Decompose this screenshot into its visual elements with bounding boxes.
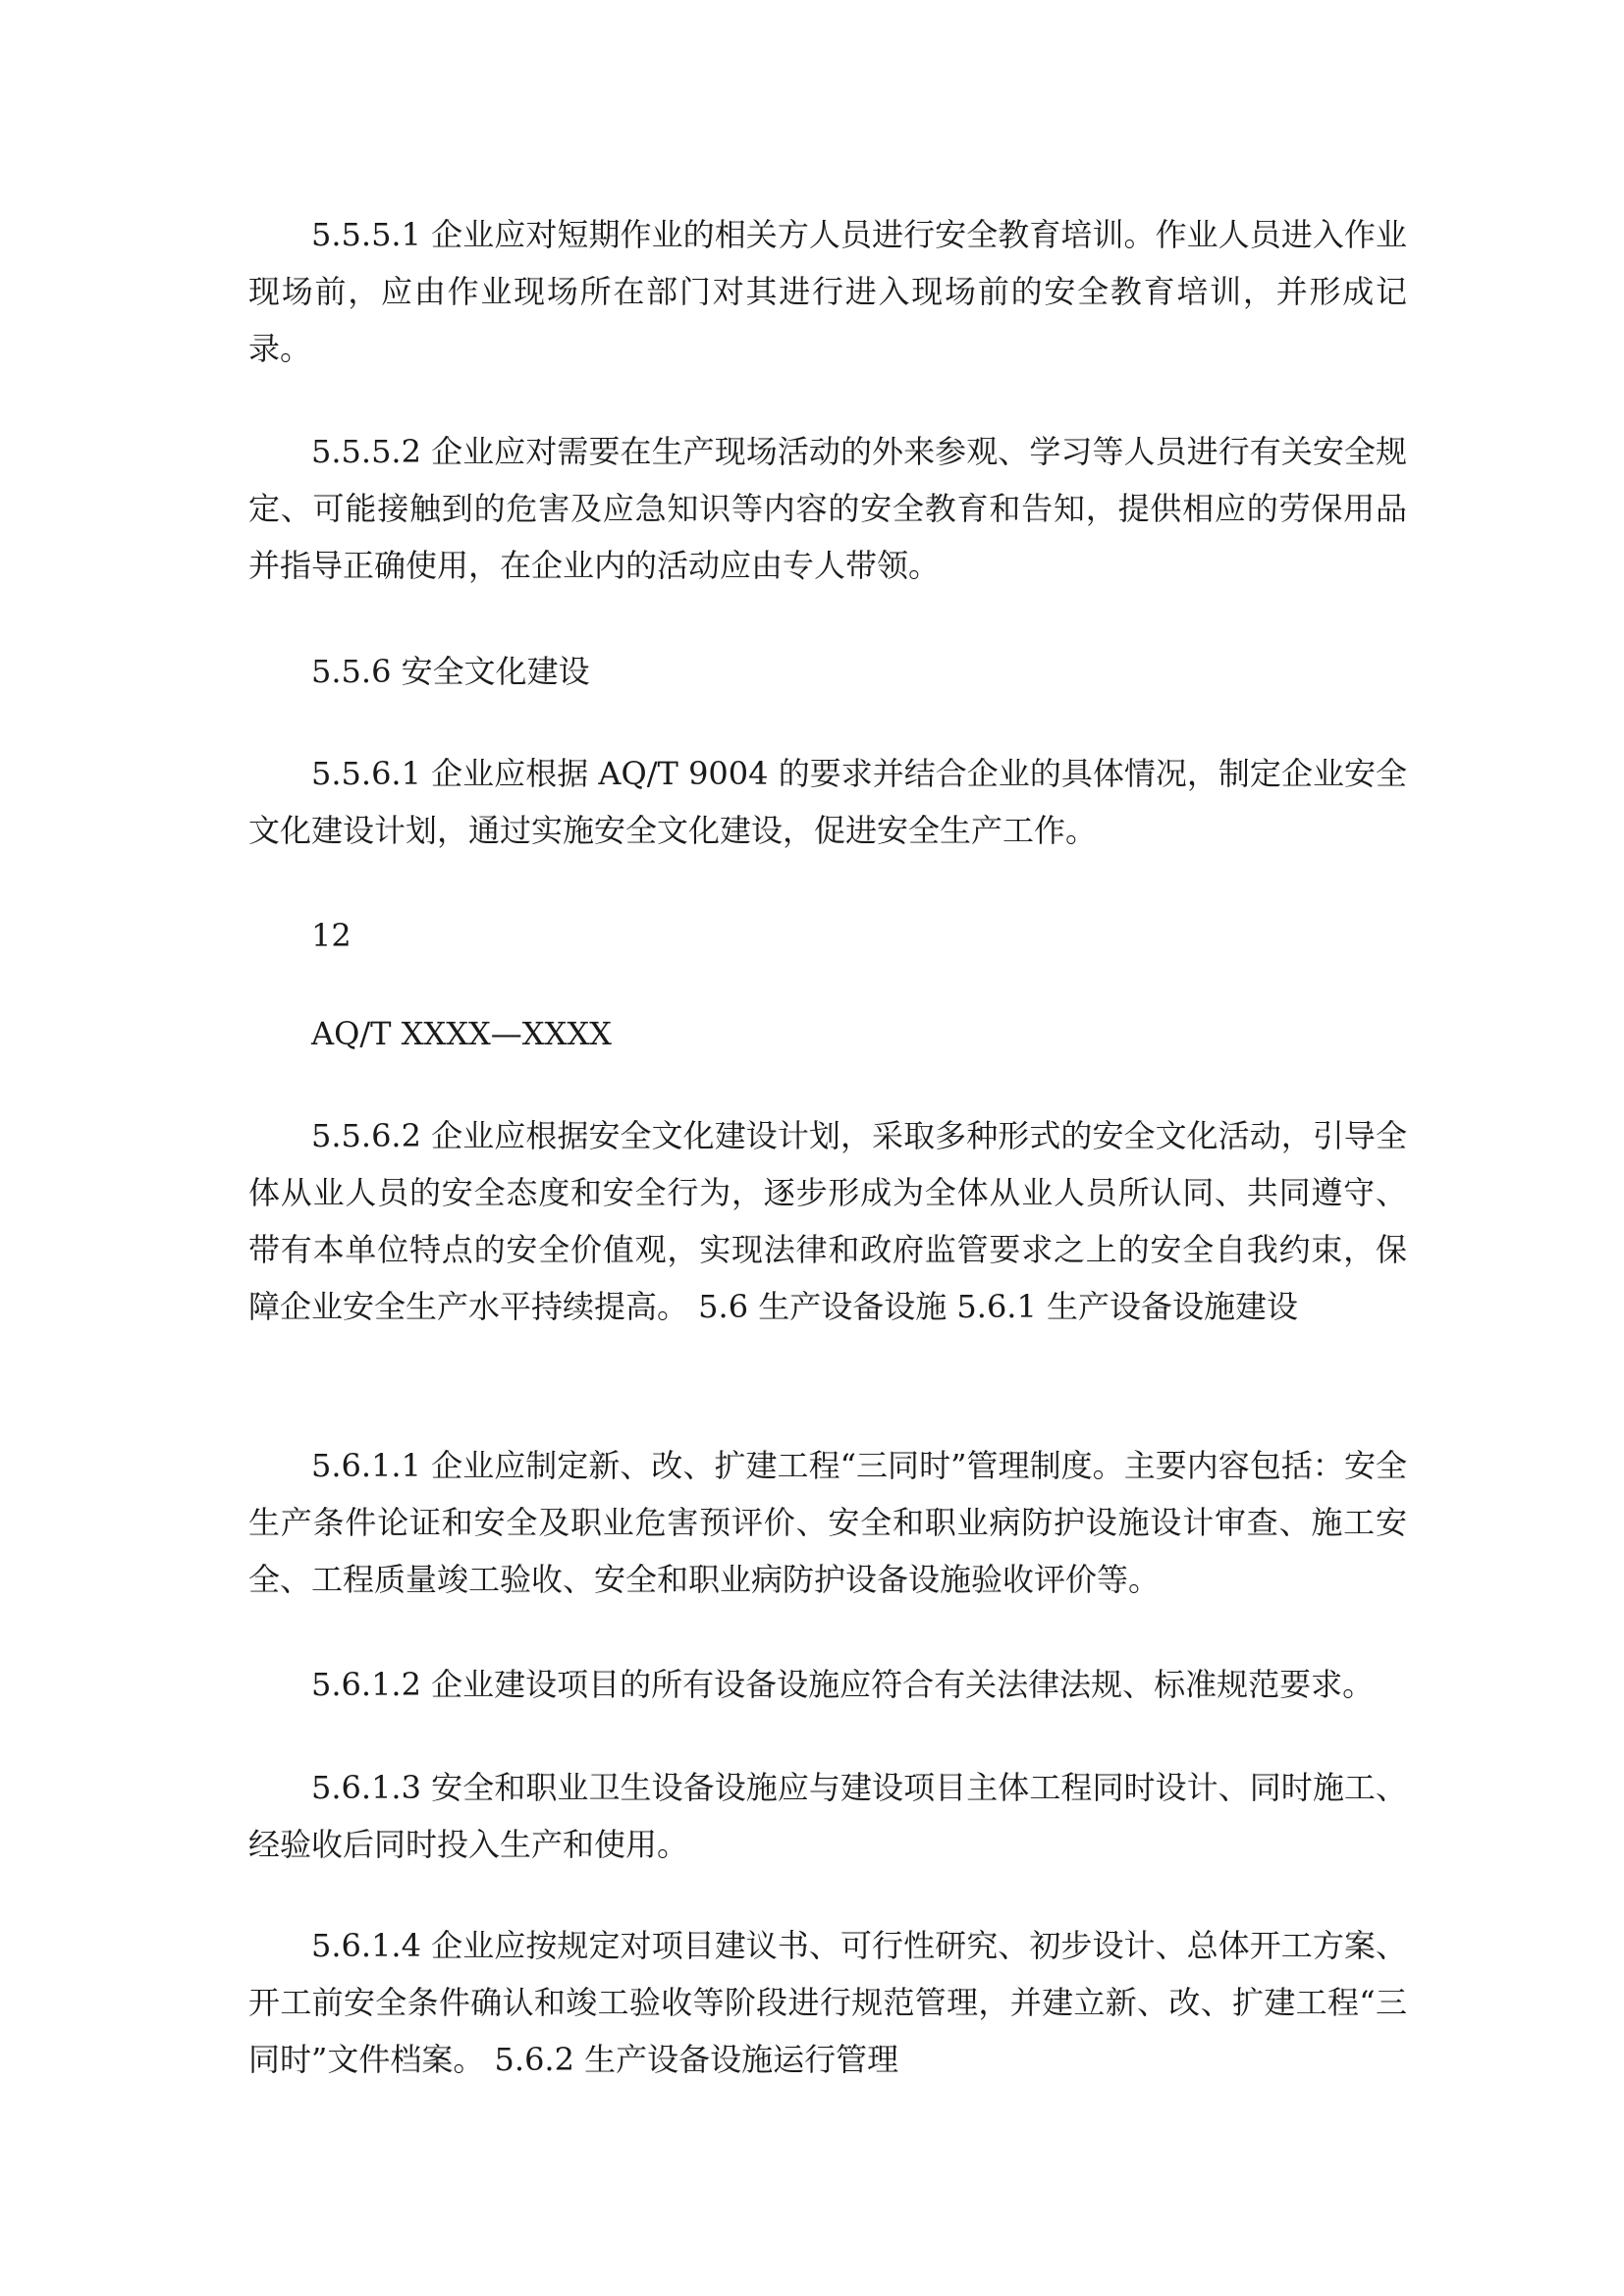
paragraph-5-5-6-2: 5.5.6.2 企业应根据安全文化建设计划，采取多种形式的安全文化活动，引导全体从业人员的安全态度和安全行为，逐步形成为全体从业人员所认同、共同遵守、带有本单位特点的安全价值观，实现法律和政府监管要求之上的安全自我约束，保障企业安全生产水平持续提高。 5.6 生产设备设施 5.6.1 生产设备设施建设 (248, 1117, 1407, 1325)
paragraph-5-6-1-4: 5.6.1.4 企业应按规定对项目建议书、可行性研究、初步设计、总体开工方案、开工前安全条件确认和竣工验收等阶段进行规范管理，并建立新、改、扩建工程“三同时”文件档案。 5.6.2 生产设备设施运行管理 (248, 1927, 1407, 2078)
paragraph-5-5-5-2: 5.5.5.2 企业应对需要在生产现场活动的外来参观、学习等人员进行有关安全规定、可能接触到的危害及应急知识等内容的安全教育和告知，提供相应的劳保用品并指导正确使用，在企业内的活动应由专人带领。 (248, 433, 1407, 584)
paragraph-5-6-1-3: 5.6.1.3 安全和职业卫生设备设施应与建设项目主体工程同时设计、同时施工、经验收后同时投入生产和使用。 (248, 1769, 1407, 1863)
page-number: 12 (311, 917, 352, 954)
paragraph-5-6-1-2: 5.6.1.2 企业建设项目的所有设备设施应符合有关法律法规、标准规范要求。 (311, 1666, 1375, 1703)
standard-code-header: AQ/T XXXX—XXXX (311, 1015, 612, 1052)
paragraph-5-5-6-1: 5.5.6.1 企业应根据 AQ/T 9004 的要求并结合企业的具体情况，制定企业安全文化建设计划，通过实施安全文化建设，促进安全生产工作。 (248, 755, 1407, 849)
heading-5-5-6: 5.5.6 安全文化建设 (311, 653, 590, 690)
paragraph-5-6-1-1: 5.6.1.1 企业应制定新、改、扩建工程“三同时”管理制度。主要内容包括：安全生产条件论证和安全及职业危害预评价、安全和职业病防护设施设计审查、施工安全、工程质量竣工验收、安全和职业病防护设备设施验收评价等。 (248, 1447, 1407, 1598)
paragraph-5-5-5-1: 5.5.5.1 企业应对短期作业的相关方人员进行安全教育培训。作业人员进入作业现场前，应由作业现场所在部门对其进行进入现场前的安全教育培训，并形成记录。 (248, 216, 1407, 367)
